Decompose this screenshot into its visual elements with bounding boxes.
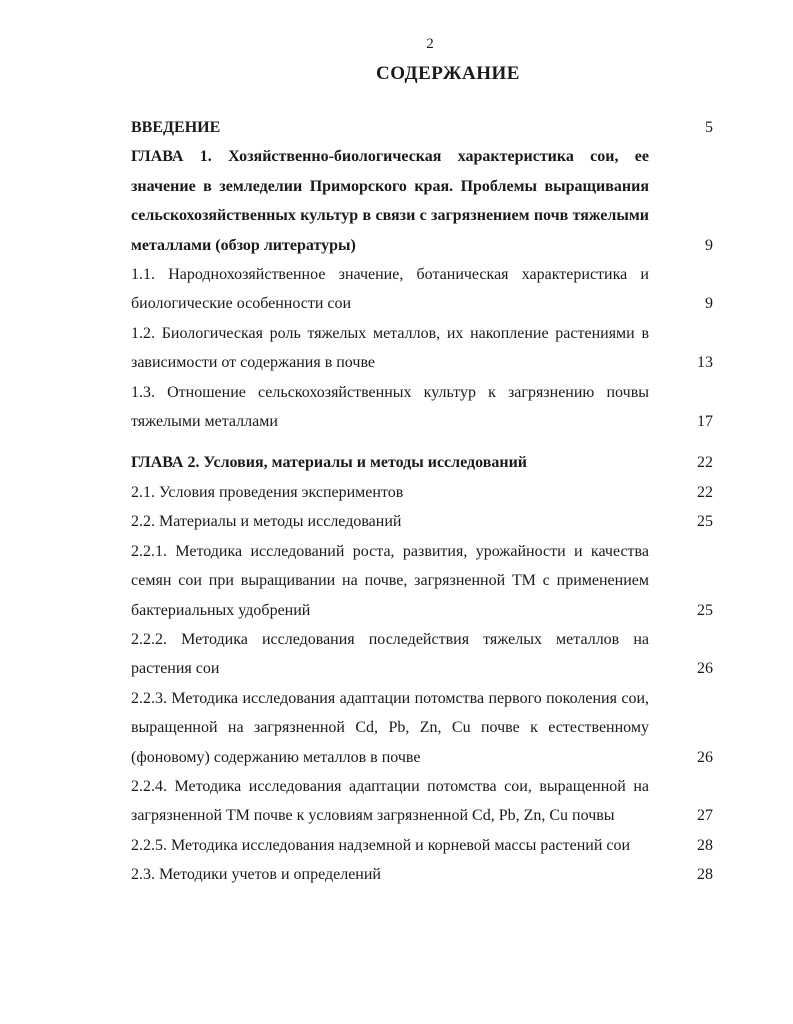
- toc-entry-text: 1.1. Народнохозяйственное значение, ботаническая характеристика и биологические особенности сои: [131, 266, 649, 313]
- toc-entry-page: 27: [697, 807, 713, 825]
- toc-entry-2-2-1: [131, 537, 721, 625]
- toc-entry-text: 2.2.4. Методика исследования адаптации потомства сои, выращенной на загрязненной ТМ почве к условиям загрязненной Cd, Pb, Zn, Cu почвы: [131, 777, 649, 825]
- toc-entry-page: 17: [697, 413, 713, 431]
- toc-entry-2-2-3: [131, 684, 721, 772]
- toc-entry-chapter-2: [131, 448, 721, 477]
- toc-entry-page: 28: [697, 866, 713, 884]
- toc-entry-text: 2.2.5. Методика исследования надземной и корневой массы растений сои: [131, 836, 631, 854]
- toc-entry-text: ГЛАВА 2. Условия, материалы и методы исследований: [131, 454, 528, 472]
- toc-entry-page: 22: [697, 454, 713, 472]
- toc-entry-text: ВВЕДЕНИЕ: [131, 119, 221, 136]
- toc-entry-introduction: [131, 113, 721, 142]
- toc-entry-page: 5: [705, 119, 713, 136]
- toc-entry-2-3: [131, 860, 721, 889]
- toc-entry-text: 2.2. Материалы и методы исследований: [131, 513, 402, 531]
- toc-entry-1-3: [131, 378, 721, 437]
- toc-entry-page: 26: [697, 660, 713, 678]
- toc-entry-text: 2.2.1. Методика исследований роста, развития, урожайности и качества семян сои при выращивании на почве, загрязненной ТМ с применением бактериальных удобрений: [131, 542, 649, 619]
- page-title: СОДЕРЖАНИЕ: [376, 63, 520, 84]
- toc-entry-1-2: [131, 319, 721, 378]
- toc-entry-2-2-4: [131, 772, 721, 831]
- toc-entry-text: 2.1. Условия проведения экспериментов: [131, 483, 404, 501]
- toc-entry-text: 2.2.3. Методика исследования адаптации потомства первого поколения сои, выращенной на загрязненной Cd, Pb, Zn, Cu почве к естественному (фоновому) содержанию металлов в почве: [131, 689, 649, 766]
- toc-entry-chapter-1: [131, 142, 721, 260]
- toc-entry-page: 9: [705, 295, 713, 313]
- toc-entry-text: 2.2.2. Методика исследования последействия тяжелых металлов на растения сои: [131, 630, 649, 678]
- toc-entry-text: 2.3. Методики учетов и определений: [131, 866, 381, 884]
- toc-entry-text: ГЛАВА 1. Хозяйственно-биологическая характеристика сои, ее значение в земледелии Приморского края. Проблемы выращивания сельскохозяйственных культур в связи с загрязнением почв тяжелыми металлами (обзор литературы): [131, 148, 649, 254]
- toc-entry-text: 1.2. Биологическая роль тяжелых металлов, их накопление растениями в зависимости от содержания в почве: [131, 324, 649, 372]
- toc-entry-page: 22: [697, 483, 713, 501]
- page-number: 2: [426, 36, 434, 52]
- toc-entry-page: 26: [697, 748, 713, 766]
- table-of-contents: [131, 113, 721, 890]
- toc-entry-page: 25: [697, 513, 713, 531]
- toc-entry-page: 13: [697, 354, 713, 372]
- toc-entry-page: 9: [705, 236, 713, 254]
- toc-entry-2-2-2: [131, 625, 721, 684]
- toc-entry-text: 1.3. Отношение сельскохозяйственных культур к загрязнению почвы тяжелыми металлами: [131, 383, 649, 431]
- toc-entry-page: 28: [697, 836, 713, 854]
- toc-entry-2-2-5: [131, 831, 721, 860]
- toc-entry-2-1: [131, 478, 721, 507]
- toc-entry-page: 25: [697, 601, 713, 619]
- toc-entry-1-1: [131, 260, 721, 319]
- toc-entry-2-2: [131, 507, 721, 536]
